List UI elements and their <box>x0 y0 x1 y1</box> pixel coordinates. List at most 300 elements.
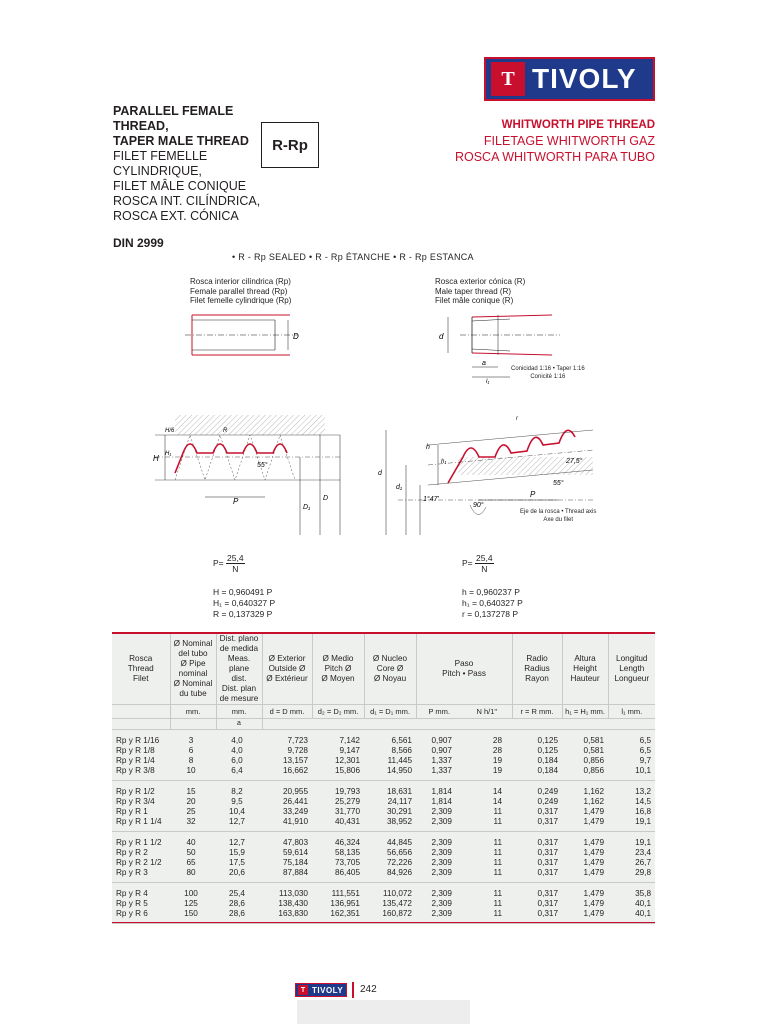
table-cell: 0,581 <box>583 746 605 755</box>
header-line: Dist. plano <box>219 634 259 643</box>
formula-left-p <box>213 553 245 574</box>
header-line: Length <box>619 664 645 673</box>
table-cell: 1,162 <box>583 787 605 796</box>
table-cell: 113,030 <box>279 889 308 898</box>
table-unit-cell: N h/1" <box>462 705 512 719</box>
table-cell: 125 <box>184 899 198 908</box>
header-line: Longueur <box>614 674 650 683</box>
footer-band <box>297 1000 470 1024</box>
table-unit-cell: r = R mm. <box>512 705 562 719</box>
footer-logo-mark-icon: T <box>298 985 308 995</box>
table-cell: 1,479 <box>583 848 605 857</box>
header-line: Pitch • Pass <box>442 669 486 678</box>
table-cell: 6,561 <box>391 736 412 745</box>
formula-right-h: h = 0,960237 P <box>462 587 520 597</box>
header-line: Core Ø <box>376 664 404 673</box>
table-cell: 11 <box>493 838 503 847</box>
table-cell: 135,472 <box>382 899 412 908</box>
table-cell: 6 <box>188 746 194 755</box>
table-cell: 19 <box>462 766 512 781</box>
footer-logo <box>295 983 347 997</box>
table-cell: 40 <box>186 838 196 847</box>
table-cell: 150 <box>170 909 216 924</box>
subunit-empty <box>262 719 655 730</box>
table-cell: 9,728 <box>287 746 308 755</box>
table-cell: Rp y R 3 <box>112 868 170 883</box>
table-cell: 47,803 <box>282 838 308 847</box>
table-cell: 8,2 <box>231 787 243 796</box>
header-line: Ø Nominal <box>173 639 213 648</box>
header-line: Radio <box>526 654 548 663</box>
fig-right-caption-en: Male taper thread (R) <box>435 286 512 296</box>
table-header-cell <box>170 634 216 705</box>
header-line: Ø Moyen <box>321 674 355 683</box>
table-cell: 9,147 <box>339 746 360 755</box>
tivoly-logo <box>484 57 655 101</box>
table-header-cell <box>416 634 512 705</box>
whitworth-title <box>455 117 655 165</box>
table-cell: 25 <box>186 807 196 816</box>
formula-left-num: 25,4 <box>227 553 244 563</box>
header-line: del tubo <box>178 649 208 658</box>
header-line: Ø Pipe <box>180 659 206 668</box>
table-cell: 1,479 <box>562 817 608 832</box>
fp-label-R: R <box>223 428 228 434</box>
header-line: Meas. plane <box>227 654 251 673</box>
fp-basic-triangle <box>175 435 295 480</box>
title-bold-3: TAPER MALE THREAD <box>113 134 249 148</box>
table-cell: 25,279 <box>334 797 360 806</box>
table-cell: 40,431 <box>312 817 364 832</box>
header-line: Ø Nominal <box>173 679 213 688</box>
axis-note-line1: Eje de la rosca • Thread axis <box>520 509 597 515</box>
table-cell: 20,955 <box>282 787 308 796</box>
table-cell: 1,479 <box>583 838 605 847</box>
table-cell: 0,317 <box>537 889 559 898</box>
mp-label-147: 1°47' <box>423 496 439 503</box>
msk-root-bottom <box>472 349 510 351</box>
table-cell: 10,4 <box>229 807 245 816</box>
table-cell: 6,5 <box>639 746 652 755</box>
table-header-cell <box>262 634 312 705</box>
taper-note-line1: Conicidad 1:16 • Taper 1:16 <box>511 366 585 372</box>
thread-title <box>113 104 283 224</box>
table-cell: 0,907 <box>431 736 452 745</box>
formula-right-lines <box>462 587 523 620</box>
table-units-row <box>112 705 655 719</box>
table-cell: 31,770 <box>334 807 360 816</box>
table-cell: 1,479 <box>583 899 605 908</box>
table-cell: 16,662 <box>262 766 312 781</box>
table-cell: 28 <box>492 736 503 745</box>
table-cell: 20 <box>186 797 196 806</box>
formula-right-h1: h₁ = 0,640327 P <box>462 598 523 608</box>
whitworth-title-fr: FILETAGE WHITWORTH GAZ <box>483 134 655 148</box>
table-cell: 14 <box>492 787 503 796</box>
table-header-cell <box>312 634 364 705</box>
thread-code-box: R-Rp <box>261 122 319 168</box>
table-cell: Rp y R 6 <box>112 909 170 924</box>
table-cell: 0,581 <box>583 736 605 745</box>
fig-left-caption <box>190 277 291 306</box>
taper-note-line2: Conicité 1:16 <box>530 374 566 380</box>
table-cell: 15,806 <box>312 766 364 781</box>
fp-label-H: H <box>153 454 159 463</box>
msk-label-d: d <box>439 332 444 341</box>
table-row <box>112 858 655 868</box>
table-cell: 2,309 <box>431 899 452 908</box>
table-cell: 9,5 <box>231 797 243 806</box>
table-cell: Rp y R 1 <box>116 807 148 816</box>
dimensions-table-grid <box>112 634 655 924</box>
table-cell: 11 <box>462 817 512 832</box>
header-line: Ø Medio <box>322 654 354 663</box>
formula-right-p <box>462 553 494 574</box>
table-cell: 2,309 <box>416 817 462 832</box>
header-line: de mesure <box>219 694 259 703</box>
table-cell: 59,614 <box>282 848 308 857</box>
mp-label-55: 55° <box>553 480 564 487</box>
table-cell: 12,7 <box>229 838 245 847</box>
female-thread-sketch <box>180 305 310 365</box>
fig-left-caption-fr: Filet femelle cylindrique (Rp) <box>190 296 292 305</box>
table-row <box>112 848 655 858</box>
msk-outer-top <box>472 315 552 317</box>
mp-label-d: d <box>378 470 382 477</box>
table-row <box>112 883 655 900</box>
table-cell: 1,814 <box>431 787 452 796</box>
table-cell: 11 <box>462 868 512 883</box>
table-cell: 17,5 <box>229 858 245 867</box>
table-header-cell <box>562 634 608 705</box>
table-cell: 50 <box>186 848 196 857</box>
table-cell: 100 <box>184 889 198 898</box>
title-fr-2: CYLINDRIQUE, <box>113 164 202 178</box>
dimensions-table <box>112 632 655 924</box>
formula-left-H: H = 0,960491 P <box>213 587 273 597</box>
table-cell: 4,0 <box>231 736 243 745</box>
table-cell: Rp y R 1 1/2 <box>116 838 162 847</box>
table-cell: 87,884 <box>262 868 312 883</box>
footer-divider <box>352 982 354 998</box>
mp-label-r: r <box>516 416 518 422</box>
standard-label: DIN 2999 <box>113 236 164 250</box>
table-cell: 0,317 <box>537 899 559 908</box>
formula-left-lines <box>213 587 275 620</box>
fig-left-caption-en: Female parallel thread (Rp) <box>190 286 288 296</box>
title-fr-1: FILET FEMELLE <box>113 149 208 163</box>
whitworth-title-en: WHITWORTH PIPE THREAD <box>501 119 655 131</box>
table-cell: 28,6 <box>216 909 262 924</box>
table-cell: 0,856 <box>583 756 605 765</box>
subunit-empty <box>170 719 216 730</box>
header-line: Thread <box>127 664 154 673</box>
table-cell: 1,479 <box>562 909 608 924</box>
footer-logo-text: TIVOLY <box>312 985 344 995</box>
table-cell: 0,317 <box>537 807 559 816</box>
table-cell: 0,249 <box>537 787 559 796</box>
fp-label-H6: H/6 <box>165 428 175 434</box>
fsk-label-D: D <box>293 332 299 341</box>
table-cell: 6,5 <box>639 736 652 745</box>
table-unit-cell <box>112 705 170 719</box>
fp-label-D: D <box>323 495 329 502</box>
table-unit-cell: h₁ = H₁ mm. <box>562 705 608 719</box>
table-cell: 2,309 <box>431 889 452 898</box>
table-cell: 7,723 <box>287 736 308 745</box>
table-cell: 65 <box>186 858 196 867</box>
title-bold-1: PARALLEL FEMALE <box>113 104 234 118</box>
table-subunit-row <box>112 719 655 730</box>
fp-hatch <box>175 415 325 435</box>
header-line: dist. <box>231 674 247 683</box>
table-header-row <box>112 634 655 705</box>
title-es-2: ROSCA EXT. CÓNICA <box>113 209 239 223</box>
fp-label-H1: H₁ <box>165 451 172 457</box>
table-cell: 72,226 <box>386 858 412 867</box>
table-cell: 1,162 <box>583 797 605 806</box>
formula-left-den: N <box>232 564 239 574</box>
table-cell: 19,793 <box>334 787 360 796</box>
formula-right-fraction <box>475 553 494 574</box>
table-cell: 30,291 <box>386 807 412 816</box>
formula-right-p-prefix: P= <box>462 557 473 568</box>
table-cell: 0,184 <box>537 756 559 765</box>
fig-right-caption-es: Rosca exterior cónica (R) <box>435 277 526 286</box>
table-cell: 110,072 <box>383 889 412 898</box>
table-cell: 2,309 <box>431 848 452 857</box>
table-cell: 0,125 <box>537 746 559 755</box>
table-unit-cell: d₂ = D₂ mm. <box>312 705 364 719</box>
header-line: Dist. plan <box>221 684 257 693</box>
table-cell: 25,4 <box>229 889 245 898</box>
table-cell: 75,184 <box>282 858 308 867</box>
table-cell: 1,479 <box>583 889 605 898</box>
formula-left-R: R = 0,137329 P <box>213 609 273 619</box>
table-cell: 138,430 <box>278 899 308 908</box>
table-cell: 24,117 <box>387 797 412 806</box>
msk-label-a: a <box>482 360 486 367</box>
header-line: Longitud <box>616 654 648 663</box>
table-cell: 3 <box>188 736 194 745</box>
formula-left-fraction <box>226 553 245 574</box>
table-cell: 0,856 <box>562 766 608 781</box>
table-cell: 56,656 <box>386 848 412 857</box>
table-cell: 0,317 <box>512 868 562 883</box>
table-header-cell <box>512 634 562 705</box>
table-row <box>112 766 655 781</box>
table-row <box>112 909 655 924</box>
table-cell: 26,7 <box>635 858 652 867</box>
taper-note <box>511 365 585 381</box>
title-bold-2: THREAD, <box>113 119 169 133</box>
table-cell: 15 <box>186 787 196 796</box>
table-cell: 0,317 <box>512 909 562 924</box>
header-line: Pitch Ø <box>324 664 352 673</box>
table-cell: 6,4 <box>216 766 262 781</box>
header-line: Hauteur <box>570 674 600 683</box>
table-cell: 2,309 <box>431 838 452 847</box>
sealed-line: • R - Rp SEALED • R - Rp ÉTANCHE • R - Rp ESTANCA <box>232 252 474 262</box>
header-line: Filet <box>133 674 149 683</box>
header-line: Height <box>573 664 597 673</box>
table-cell: 2,309 <box>416 909 462 924</box>
table-cell: 0,249 <box>537 797 559 806</box>
table-cell: 26,441 <box>282 797 308 806</box>
table-cell: 11 <box>493 858 503 867</box>
fp-thread-profile <box>175 444 287 473</box>
fig-left-caption-es: Rosca interior cilíndrica (Rp) <box>190 277 291 286</box>
table-cell: 16,8 <box>635 807 652 816</box>
table-cell: 6,0 <box>231 756 243 765</box>
table-unit-cell: l₁ mm. <box>608 705 655 719</box>
msk-label-l1: l₁ <box>486 379 490 385</box>
table-cell: 0,125 <box>537 736 559 745</box>
table-cell: 40,1 <box>635 899 652 908</box>
table-header-cell <box>364 634 416 705</box>
table-cell: 2,309 <box>416 868 462 883</box>
mp-label-90: 90° <box>473 502 484 509</box>
table-body <box>112 730 655 924</box>
header-line: Paso <box>454 659 474 668</box>
table-cell: 38,952 <box>364 817 416 832</box>
table-row <box>112 868 655 883</box>
header-line: Rosca <box>129 654 153 663</box>
table-unit-cell: mm. <box>170 705 216 719</box>
table-row <box>112 899 655 909</box>
table-row <box>112 807 655 817</box>
table-unit-cell: d₁ = D₁ mm. <box>364 705 416 719</box>
table-cell: 1,479 <box>562 868 608 883</box>
table-cell: 1,337 <box>431 756 452 765</box>
table-cell: 12,7 <box>216 817 262 832</box>
table-cell: 15,9 <box>229 848 245 857</box>
fp-label-D1: D₁ <box>303 504 311 511</box>
table-row <box>112 817 655 832</box>
table-cell: 19,1 <box>635 838 652 847</box>
table-cell: Rp y R 4 <box>116 889 148 898</box>
formula-left-p-prefix: P= <box>213 557 224 568</box>
table-cell: 111,551 <box>331 889 360 898</box>
table-unit-cell: d = D mm. <box>262 705 312 719</box>
header-line: Outside Ø <box>268 664 306 673</box>
table-unit-cell: mm. <box>216 705 262 719</box>
table-unit-cell: P mm. <box>416 705 462 719</box>
axis-note <box>520 508 596 524</box>
header-line: Rayon <box>525 674 549 683</box>
table-cell: Rp y R 3/8 <box>112 766 170 781</box>
table-row <box>112 781 655 798</box>
table-cell: Rp y R 1/8 <box>116 746 155 755</box>
mp-thread-profile <box>448 430 575 483</box>
table-cell: 0,907 <box>431 746 452 755</box>
formula-right-den: N <box>481 564 488 574</box>
fp-label-55: 55° <box>257 462 268 469</box>
table-cell: 1,479 <box>583 858 605 867</box>
formula-left-H1: H₁ = 0,640327 P <box>213 598 276 608</box>
table-cell: Rp y R 1 1/4 <box>112 817 170 832</box>
table-row <box>112 730 655 747</box>
table-cell: 1,337 <box>416 766 462 781</box>
table-cell: 19,1 <box>608 817 655 832</box>
table-cell: 13,157 <box>282 756 308 765</box>
table-cell: 32 <box>170 817 216 832</box>
table-cell: 14 <box>492 797 503 806</box>
table-cell: 40,1 <box>608 909 655 924</box>
table-cell: 23,4 <box>635 848 652 857</box>
table-cell: 8,566 <box>391 746 412 755</box>
axis-note-line2: Axe du filet <box>543 517 574 523</box>
table-cell: 33,249 <box>282 807 308 816</box>
logo-text: TIVOLY <box>532 63 637 94</box>
header-line: de medida <box>219 644 259 653</box>
header-line: Altura <box>574 654 596 663</box>
table-cell: 7,142 <box>339 736 360 745</box>
table-cell: 35,8 <box>635 889 652 898</box>
table-cell: 20,6 <box>216 868 262 883</box>
table-cell: 12,301 <box>334 756 360 765</box>
table-cell: 0,184 <box>512 766 562 781</box>
title-fr-3: FILET MÂLE CONIQUE <box>113 179 247 193</box>
table-cell: 0,317 <box>512 817 562 832</box>
table-cell: 4,0 <box>231 746 243 755</box>
table-cell: 0,317 <box>537 848 559 857</box>
table-row <box>112 756 655 766</box>
table-cell: 13,2 <box>635 787 652 796</box>
table-cell: Rp y R 5 <box>116 899 148 908</box>
table-cell: Rp y R 1/16 <box>116 736 160 745</box>
table-cell: 11 <box>493 807 503 816</box>
table-cell: 136,951 <box>330 899 360 908</box>
table-cell: 8 <box>188 756 194 765</box>
table-cell: 11 <box>493 889 503 898</box>
table-cell: 14,950 <box>364 766 416 781</box>
header-line: nominal <box>178 669 208 678</box>
subunit-empty <box>112 719 170 730</box>
header-line: Ø Noyau <box>373 674 407 683</box>
mp-label-P: P <box>530 490 536 499</box>
table-row <box>112 832 655 849</box>
header-line: Ø Extérieur <box>266 674 308 683</box>
header-line: Radius <box>524 664 550 673</box>
table-cell: Rp y R 2 <box>116 848 148 857</box>
table-cell: 58,135 <box>334 848 360 857</box>
table-cell: Rp y R 1/4 <box>116 756 155 765</box>
formula-right-num: 25,4 <box>476 553 493 563</box>
table-cell: 14,5 <box>635 797 652 806</box>
table-cell: 86,405 <box>312 868 364 883</box>
title-es-1: ROSCA INT. CILÍNDRICA, <box>113 194 261 208</box>
table-cell: 73,705 <box>334 858 360 867</box>
table-cell: 0,317 <box>537 838 559 847</box>
table-header-cell <box>608 634 655 705</box>
mp-crest-line <box>428 430 593 445</box>
table-cell: 9,7 <box>639 756 652 765</box>
table-cell: 11,445 <box>387 756 412 765</box>
table-cell: 162,351 <box>312 909 364 924</box>
fig-right-caption <box>435 277 525 306</box>
table-cell: 41,910 <box>262 817 312 832</box>
table-cell: 28,6 <box>229 899 245 908</box>
table-cell: 29,8 <box>608 868 655 883</box>
fig-right-caption-fr: Filet mâle conique (R) <box>435 296 514 305</box>
table-row <box>112 797 655 807</box>
mp-label-h: h <box>426 444 430 451</box>
header-line: du tube <box>179 689 207 698</box>
table-cell: 28 <box>492 746 503 755</box>
table-cell: Rp y R 2 1/2 <box>116 858 162 867</box>
table-row <box>112 746 655 756</box>
